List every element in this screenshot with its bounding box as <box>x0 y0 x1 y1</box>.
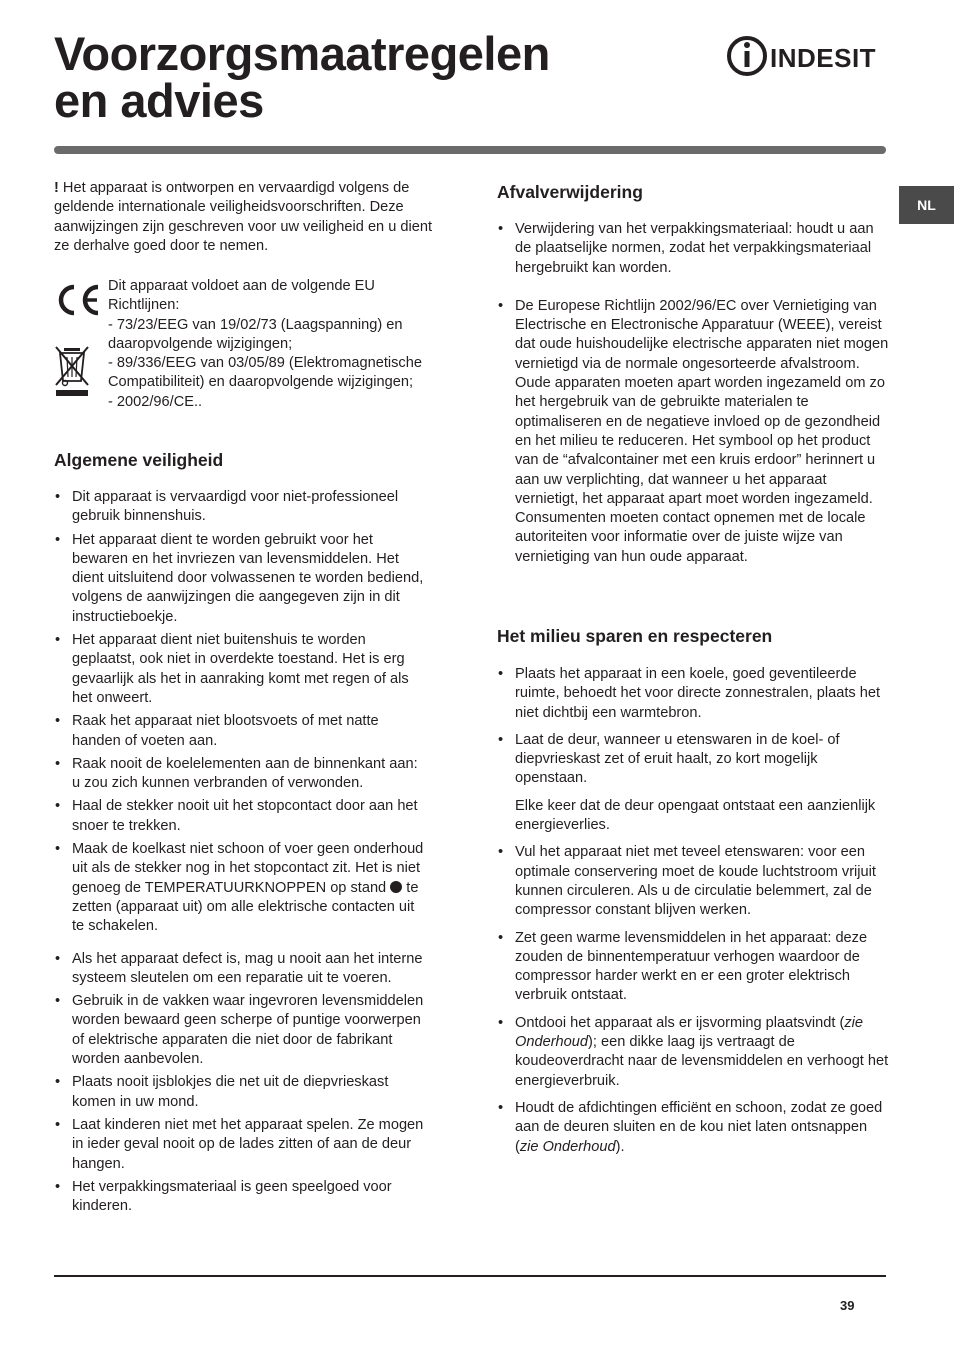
ce-line: - 73/23/EEG van 19/02/73 (Laagspanning) en daaropvolgende wijzigingen; <box>108 316 403 352</box>
environment-heading: Het milieu sparen en respecteren <box>497 626 773 646</box>
ce-directives-text <box>108 277 448 412</box>
crossed-bin-icon <box>54 343 90 397</box>
list-item: • Vul het apparaat niet met teveel etenswaren: voor een optimale conservering moet de koude luchtstroom vrijuit kunnen circuleren. Als u de circulatie belemmert, zal de compressor constant blijven werken. <box>497 843 890 920</box>
list-item: • Gebruik in de vakken waar ingevroren levensmiddelen worden bewaard geen scherpe of puntige voorwerpen of elektrische apparaten die niet door de fabrikant worden aanbevolen. <box>54 992 426 1069</box>
footer-rule <box>54 1275 886 1277</box>
warning-mark: ! <box>54 180 59 196</box>
list-item-text: Ontdooi het apparaat als er ijsvorming plaatsvindt ( <box>515 1014 845 1031</box>
list-item: • Raak nooit de koelelementen aan de binnenkant aan: u zou zich kunnen verbranden of verwonden. <box>54 755 426 794</box>
list-item: • Het apparaat dient niet buitenshuis te worden geplaatst, ook niet in overdekte toestand. Het is erg gevaarlijk als het in aanraking komt met regen of als het onweert. <box>54 631 426 708</box>
environment-list <box>497 665 890 1157</box>
off-dot-icon <box>390 881 402 893</box>
list-item: • Laat kinderen niet met het apparaat spelen. Ze mogen in ieder geval nooit op de lades zitten of aan de deur hangen. <box>54 1116 426 1174</box>
language-tab: NL <box>899 186 954 224</box>
list-item-text: Laat de deur, wanneer u etenswaren in de koel- of diepvrieskast zet of eruit haalt, zo kort mogelijk openstaan. <box>515 731 840 787</box>
list-item-text: Consumenten moeten contact opnemen met de locale autoriteiten voor informatie over de juiste wijze van vernietiging van hun oude apparaat. <box>515 510 866 565</box>
list-item: • Het apparaat dient te worden gebruikt voor het bewaren en het invriezen van levensmiddelen. Het dient uitsluitend door volwassenen te worden bediend, volgens de aanwijzingen die aangegeven zijn in dit instructieboekje. <box>54 531 426 627</box>
indesit-logo <box>726 34 888 78</box>
disposal-heading: Afvalverwijdering <box>497 182 643 202</box>
list-item: • Plaats nooit ijsblokjes die net uit de diepvrieskast komen in uw mond. <box>54 1073 426 1112</box>
ce-compliance-block <box>54 277 446 417</box>
list-item-text: te zetten (apparaat uit) om alle elektrische contacten uit te schakelen. <box>72 879 419 935</box>
list-item <box>54 840 426 936</box>
cross-reference: zie Onderhoud <box>515 1014 863 1051</box>
disposal-list <box>497 220 890 567</box>
cross-reference: zie Onderhoud <box>519 1138 616 1155</box>
list-item-text: De Europese Richtlijn 2002/96/EC over Vernietiging van Electrische en Electronische Apparatuur (WEEE), vereist dat oude huishoudelijke electrische apparaten niet mogen vernietigd via de normale ongesorteerde afvalstroom. Oude apparaten moeten apart worden ingezameld om zo het hergebruik van de gebruikte materialen te optimaliseren en de negatieve invloed op de gezondheid en het milieu te reduceren. Het symbool op het product van de “afvalcontainer met een kruis erdoor” herinnert u aan uw verplichting, dat wanneer u het apparaat vernietigt, het apparaat apart moet worden ingezameld. <box>515 297 889 507</box>
page-title <box>54 27 550 127</box>
list-item: • Raak het apparaat niet blootsvoets of met natte handen of voeten aan. <box>54 712 426 751</box>
header-rule <box>54 146 886 154</box>
ce-mark-icon <box>54 283 102 317</box>
list-item: • Haal de stekker nooit uit het stopcontact door aan het snoer te trekken. <box>54 797 426 836</box>
list-item-text: Maak de koelkast niet schoon of voer geen onderhoud uit als de stekker nog in het stopcontact zit. Het is niet genoeg de TEMPERATUURKNOPPEN op stand <box>72 841 424 896</box>
list-item-text: ); een dikke laag ijs vertraagt de koudeoverdracht naar de levensmiddelen en verhoogt het energieverbruik. <box>515 1034 889 1089</box>
list-item: • Verwijdering van het verpakkingsmateriaal: houdt u aan de plaatselijke normen, zodat het verpakkingsmateriaal hergebruikt kan worden. <box>497 220 890 278</box>
list-item: • Als het apparaat defect is, mag u nooit aan het interne systeem sleutelen om een reparatie uit te voeren. <box>54 950 426 989</box>
list-item <box>497 1099 890 1157</box>
page-title-line-2: en advies <box>54 74 264 127</box>
brand-name: INDESIT <box>770 43 877 73</box>
list-item-text: Houdt de afdichtingen efficiënt en schoon, zodat ze goed aan de deuren sluiten en de kou niet laten ontsnappen ( <box>515 1099 883 1155</box>
safety-heading: Algemene veiligheid <box>54 450 224 470</box>
list-item: • Dit apparaat is vervaardigd voor niet-professioneel gebruik binnenshuis. <box>54 488 426 527</box>
ce-line: - 89/336/EEG van 03/05/89 (Elektromagnetische Compatibiliteit) en daaropvolgende wijzigingen; <box>108 355 422 391</box>
page-title-line-1: Voorzorgsmaatregelen <box>54 27 550 80</box>
list-item-note: Elke keer dat de deur opengaat ontstaat een aanzienlijk energieverlies. <box>515 797 876 834</box>
intro-text: Het apparaat is ontworpen en vervaardigd volgens de geldende internationale veiligheidsvoorschriften. Deze aanwijzingen zijn geschreven voor uw veiligheid en u dient ze derhalve goed door te nemen. <box>54 180 433 254</box>
ce-line: Dit apparaat voldoet aan de volgende EU Richtlijnen: <box>108 278 375 314</box>
page-number: 39 <box>840 1298 855 1313</box>
list-item <box>497 1014 890 1091</box>
list-item <box>497 731 890 835</box>
list-item: • Het verpakkingsmateriaal is geen speelgoed voor kinderen. <box>54 1178 426 1217</box>
safety-list <box>54 488 426 1216</box>
list-item: • Zet geen warme levensmiddelen in het apparaat: deze zouden de binnentemperatuur verhogen waardoor de compressor harder werkt en er een groter elektrisch verbruik ontstaat. <box>497 929 890 1006</box>
list-item-text: ). <box>615 1138 625 1155</box>
ce-line: - 2002/96/CE.. <box>108 393 203 410</box>
list-item: • Plaats het apparaat in een koele, goed geventileerde ruimte, behoedt het voor directe zonnestralen, plaats het niet dichtbij een warmtebron. <box>497 665 890 723</box>
list-item <box>497 297 890 567</box>
intro-paragraph <box>54 179 446 256</box>
